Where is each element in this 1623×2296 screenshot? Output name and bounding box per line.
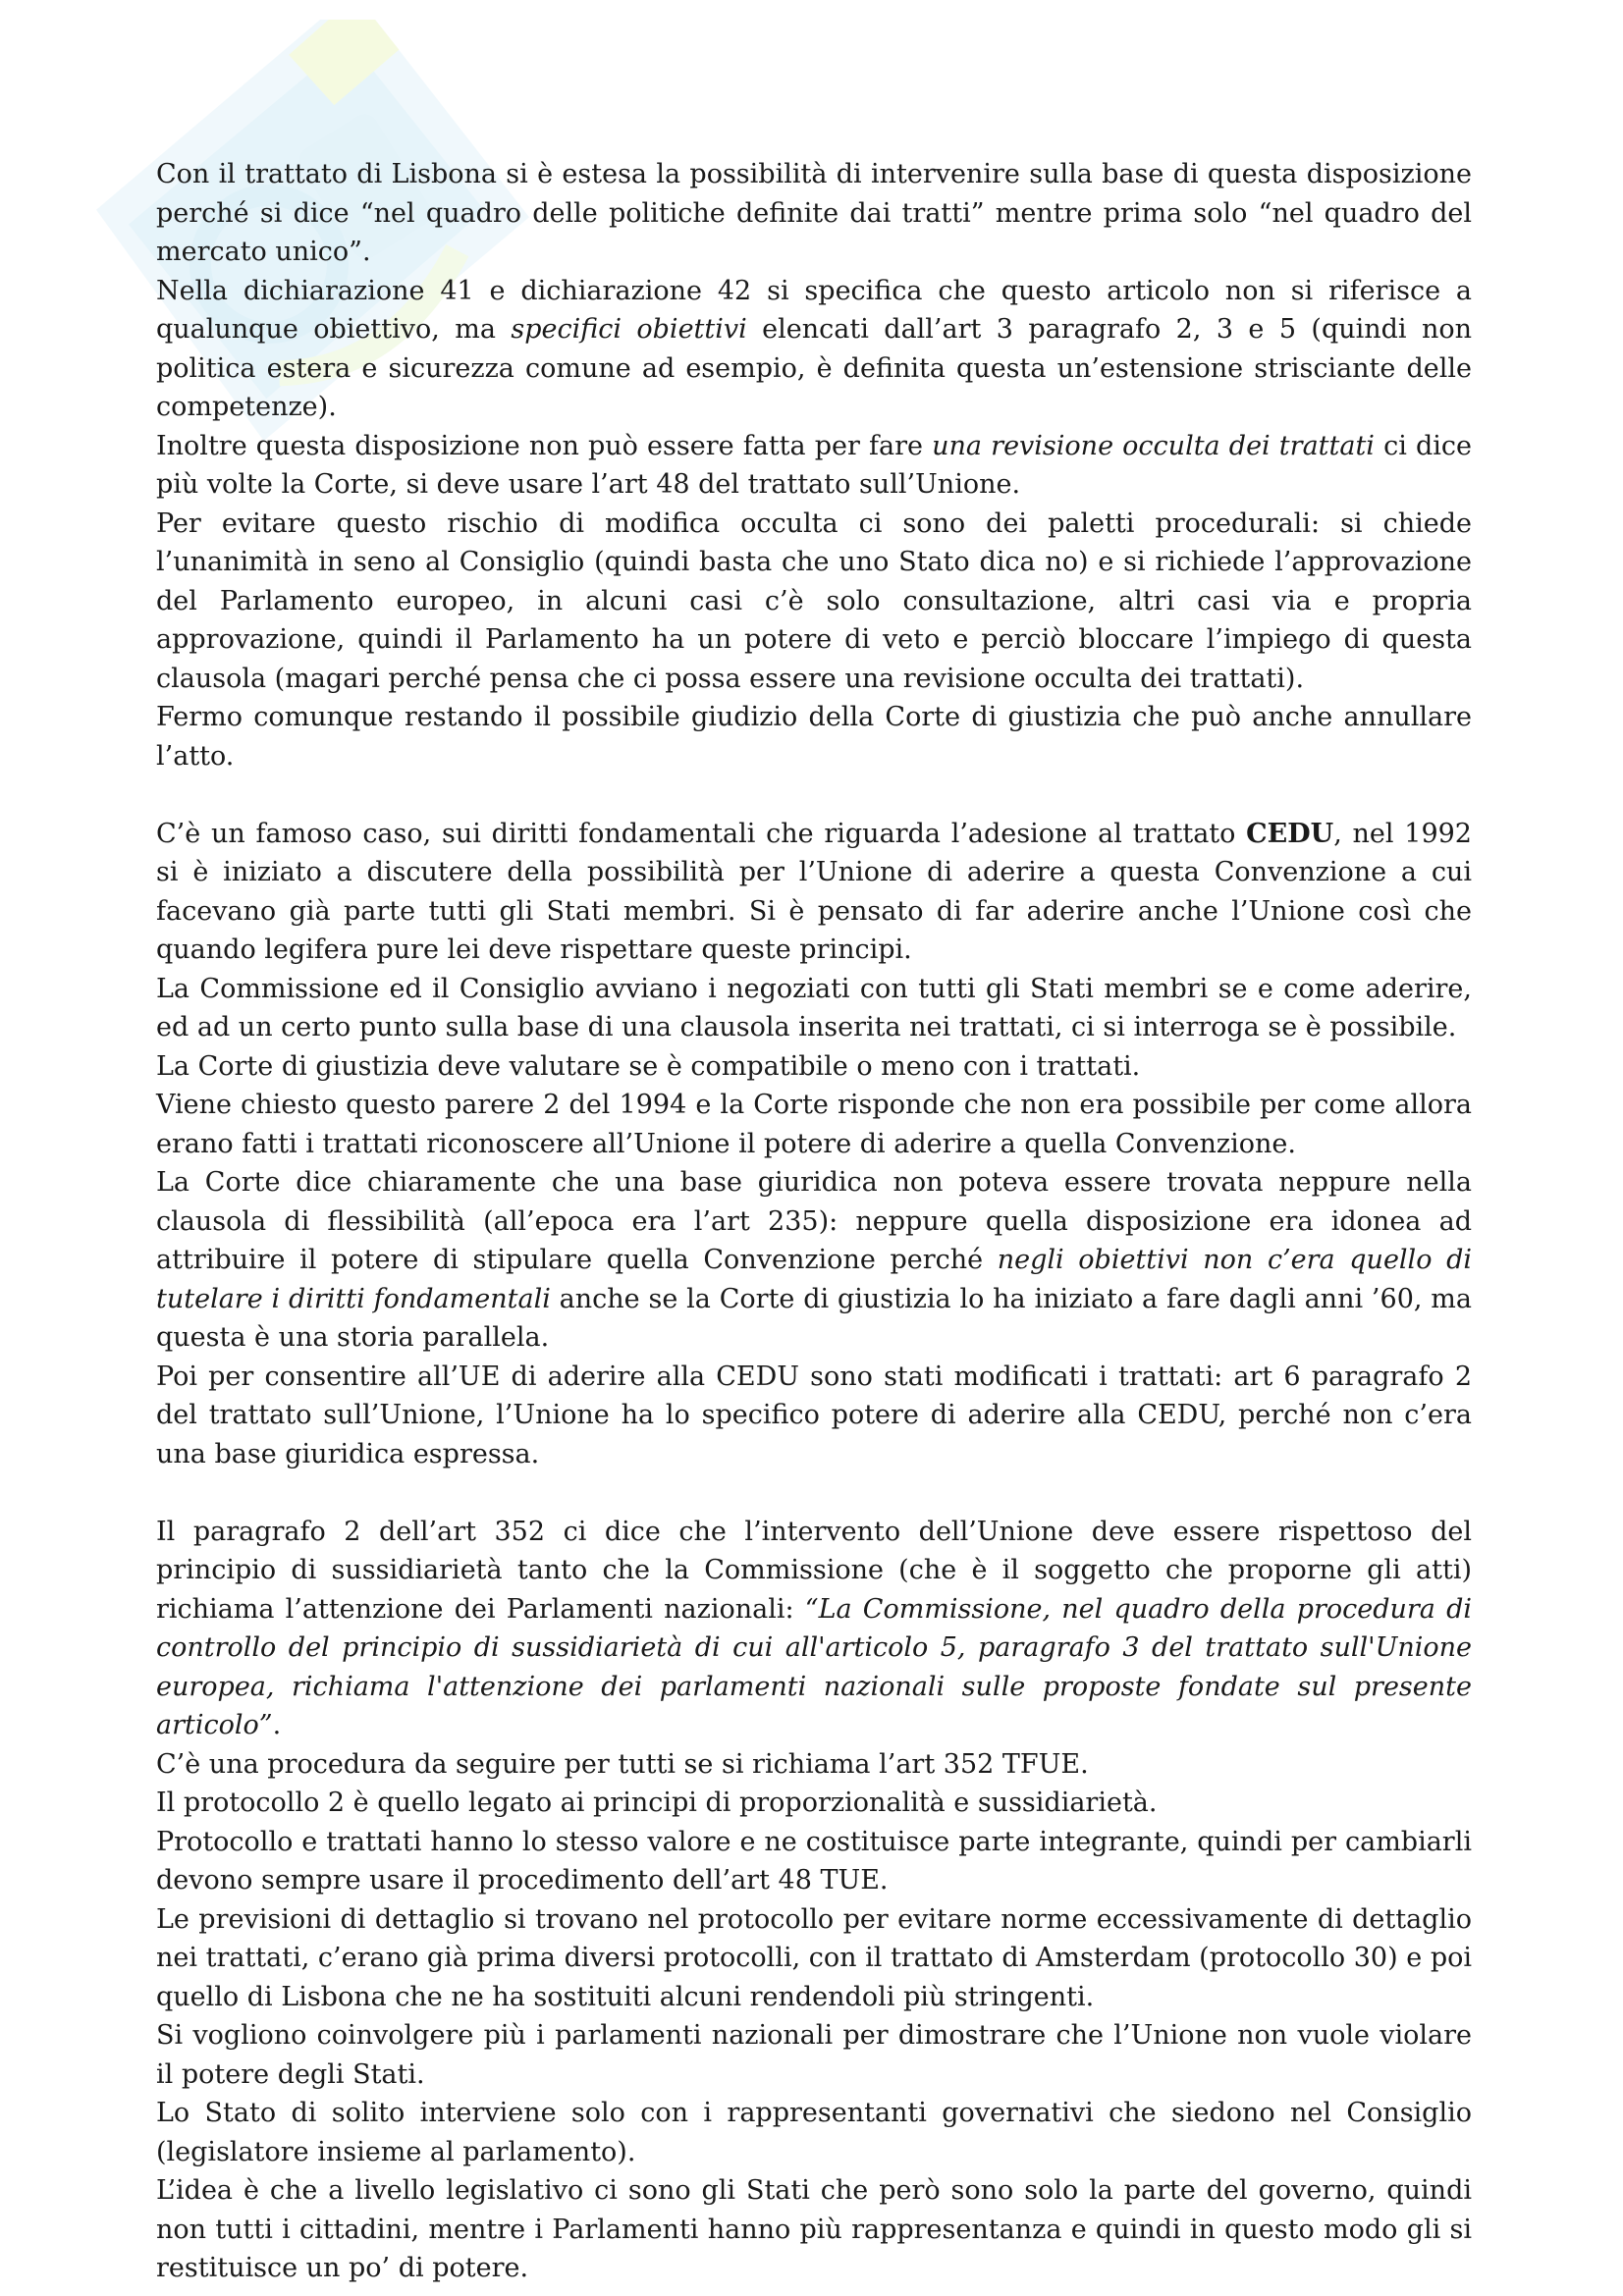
paragraph: Per evitare questo rischio di modifica occulta ci sono dei paletti procedurali: si chiede l’unanimità in seno al Consiglio (quindi basta che uno Stato dica no) e si richiede l’approvazione del Parlamento europeo, in alcuni casi c’è solo consultazione, altri casi via e propria approvazione, quindi il Parlamento ha un potere di veto e perciò bloccare l’impiego di questa clausola (magari perché pensa che ci possa essere una revisione occulta dei trattati).	[156, 507, 1472, 694]
document-page	[156, 155, 1472, 2288]
paragraph: Nella dichiarazione 41 e dichiarazione 42 si specifica che questo articolo non si riferisce a qualunque obiettivo, ma specifici obiettivi elencati dall’art 3 paragrafo 2, 3 e 5 (quindi non politica estera e sicurezza comune ad esempio, è definita questa un’estensione strisciante delle competenze).	[156, 275, 1472, 422]
paragraph: Il protocollo 2 è quello legato ai principi di proporzionalità e sussidiarietà.	[156, 1788, 1158, 1818]
paragraph: Poi per consentire all’UE di aderire alla CEDU sono stati modificati i trattati: art 6 paragrafo 2 del trattato sull’Unione, l’Unione ha lo specifico potere di aderire alla CEDU, perché non c’era una base giuridica espressa.	[156, 1361, 1472, 1469]
paragraph: Si vogliono coinvolgere più i parlamenti nazionali per dimostrare che l’Unione non vuole violare il potere degli Stati.	[156, 2020, 1472, 2090]
paragraph: Lo Stato di solito interviene solo con i rappresentanti governativi che siedono nel Consiglio (legislatore insieme al parlamento).	[156, 2098, 1472, 2167]
paragraph: Fermo comunque restando il possibile giudizio della Corte di giustizia che può anche annullare l’atto.	[156, 702, 1472, 772]
paragraph-gap	[156, 1473, 1472, 1513]
paragraph-gap	[156, 775, 1472, 815]
paragraph: La Commissione ed il Consiglio avviano i negoziati con tutti gli Stati membri se e come aderire, ed ad un certo punto sulla base di una clausola inserita nei trattati, ci si interroga se è possibile.	[156, 973, 1472, 1042]
paragraph: Con il trattato di Lisbona si è estesa la possibilità di intervenire sulla base di questa disposizione perché si dice “nel quadro delle politiche definite dai tratti” mentre prima solo “nel quadro del mercato unico”.	[156, 159, 1472, 267]
paragraph: Viene chiesto questo parere 2 del 1994 e la Corte risponde che non era possibile per come allora erano fatti i trattati riconoscere all’Unione il potere di aderire a quella Convenzione.	[156, 1090, 1472, 1159]
paragraph: Protocollo e trattati hanno lo stesso valore e ne costituisce parte integrante, quindi per cambiarli devono sempre usare il procedimento dell’art 48 TUE.	[156, 1826, 1472, 1896]
paragraph: L’idea è che a livello legislativo ci sono gli Stati che però sono solo la parte del governo, quindi non tutti i cittadini, mentre i Parlamenti hanno più rappresentanza e quindi in questo modo gli si restituisce un po’ di potere.	[156, 2175, 1472, 2283]
paragraph: C’è un famoso caso, sui diritti fondamentali che riguarda l’adesione al trattato CEDU, nel 1992 si è iniziato a discutere della possibilità per l’Unione di aderire a questa Convenzione a cui facevano già parte tutti gli Stati membri. Si è pensato di far aderire anche l’Unione così che quando legifera pure lei deve rispettare queste principi.	[156, 818, 1472, 965]
paragraph: Il paragrafo 2 dell’art 352 ci dice che l’intervento dell’Unione deve essere rispettoso del principio di sussidiarietà tanto che la Commissione (che è il soggetto che proporne gli atti) richiama l’attenzione dei Parlamenti nazionali: “La Commissione, nel quadro della procedura di controllo del principio di sussidiarietà di cui all'articolo 5, paragrafo 3 del trattato sull'Unione europea, richiama l'attenzione dei parlamenti nazionali sulle proposte fondate sul presente articolo”.	[156, 1516, 1473, 1740]
paragraph: Inoltre questa disposizione non può essere fatta per fare una revisione occulta dei trattati ci dice più volte la Corte, si deve usare l’art 48 del trattato sull’Unione.	[156, 430, 1472, 500]
paragraph: La Corte di giustizia deve valutare se è compatibile o meno con i trattati.	[156, 1050, 1141, 1082]
paragraph: La Corte dice chiaramente che una base giuridica non poteva essere trovata neppure nella clausola di flessibilità (all’epoca era l’art 235): neppure quella disposizione era idonea ad attribuire il potere di stipulare quella Convenzione perché negli obiettivi non c’era quello di tutelare i diritti fondamentali anche se la Corte di giustizia lo ha iniziato a fare dagli anni ’60, ma questa è una storia parallela.	[156, 1167, 1472, 1353]
paragraph: C’è una procedura da seguire per tutti se si richiama l’art 352 TFUE.	[156, 1748, 1089, 1780]
paragraph: Le previsioni di dettaglio si trovano nel protocollo per evitare norme eccessivamente di dettaglio nei trattati, c’erano già prima diversi protocolli, con il trattato di Amsterdam (protocollo 30) e poi quello di Lisbona che ne ha sostituiti alcuni rendendoli più stringenti.	[156, 1903, 1472, 2012]
